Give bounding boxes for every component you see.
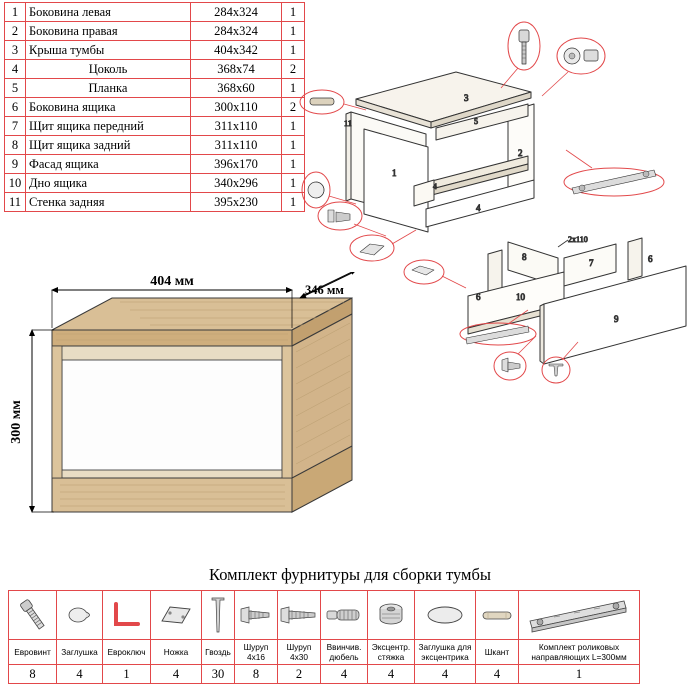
part-name: Боковина правая <box>26 22 191 41</box>
hardware-icon-cell <box>9 591 57 640</box>
part-size: 395х230 <box>191 193 282 212</box>
part-name: Стенка задняя <box>26 193 191 212</box>
parts-table-body <box>5 3 305 212</box>
hardware-icon-cell <box>476 591 519 640</box>
hardware-count: 2 <box>278 665 321 684</box>
part-qty: 1 <box>282 174 305 193</box>
hardware-label: Заглушка для эксцентрика <box>415 640 476 665</box>
drawer-slide-icon <box>519 592 639 638</box>
hardware-label: Шуруп 4х16 <box>235 640 278 665</box>
label-9: 9 <box>614 314 619 324</box>
screw-4x16-icon <box>235 592 277 638</box>
table-row <box>5 98 305 117</box>
part-number: 5 <box>5 79 26 98</box>
part-size: 340х296 <box>191 174 282 193</box>
label-2: 2 <box>518 148 523 158</box>
label-5: 5 <box>474 117 478 126</box>
hardware-label: Ножка <box>151 640 202 665</box>
part-name: Щит ящика передний <box>26 117 191 136</box>
hardware-label: Евроключ <box>103 640 151 665</box>
label-10: 10 <box>516 292 525 302</box>
width-label: 404 мм <box>150 274 194 289</box>
hardware-count: 4 <box>368 665 415 684</box>
callout-dowel-drawer <box>404 260 466 288</box>
part-name: Фасад ящика <box>26 155 191 174</box>
hardware-icon-cell <box>321 591 368 640</box>
part-qty: 1 <box>282 136 305 155</box>
part-number: 2 <box>5 22 26 41</box>
part-number: 11 <box>5 193 26 212</box>
part-name: Цоколь <box>26 60 191 79</box>
hardware-count: 4 <box>57 665 103 684</box>
cam-cap-icon <box>415 592 475 638</box>
hardware-counts-row <box>9 665 640 684</box>
label-4b: 4 <box>476 203 481 213</box>
part-qty: 1 <box>282 3 305 22</box>
part-number: 3 <box>5 41 26 60</box>
foot-icon <box>151 592 201 638</box>
drawer-dimension-note: 2х110 <box>568 235 588 244</box>
euro-screw-icon <box>9 592 56 638</box>
hardware-icon-cell <box>151 591 202 640</box>
part-size: 300х110 <box>191 98 282 117</box>
part-name: Боковина левая <box>26 3 191 22</box>
part-drawer-side-left <box>488 250 502 292</box>
height-dimension <box>32 330 54 512</box>
hardware-label: Комплект роликовых направляющих L=300мм <box>519 640 640 665</box>
hardware-icon-cell <box>368 591 415 640</box>
label-7: 7 <box>589 258 594 268</box>
hardware-label: Заглушка <box>57 640 103 665</box>
part-number: 10 <box>5 174 26 193</box>
hardware-label: Шуруп 4х30 <box>278 640 321 665</box>
hardware-count: 1 <box>103 665 151 684</box>
part-number: 9 <box>5 155 26 174</box>
table-row <box>5 41 305 60</box>
callout-drawer-slide <box>564 150 664 196</box>
part-name: Боковина ящика <box>26 98 191 117</box>
cabinet-3d-view <box>52 298 352 512</box>
parts-table <box>4 2 305 212</box>
dimensioned-product-drawing <box>0 272 380 552</box>
hardware-icon-cell <box>57 591 103 640</box>
table-row <box>5 174 305 193</box>
depth-label: 346 мм <box>305 283 344 297</box>
hardware-label: Эксцентр. стяжка <box>368 640 415 665</box>
part-size: 311х110 <box>191 136 282 155</box>
nail-icon <box>202 592 234 638</box>
part-size: 368х60 <box>191 79 282 98</box>
part-qty: 1 <box>282 193 305 212</box>
hardware-icon-cell <box>235 591 278 640</box>
label-4a: 4 <box>433 182 437 191</box>
hardware-count: 4 <box>321 665 368 684</box>
dowel-icon <box>321 592 367 638</box>
label-6a: 6 <box>476 292 481 302</box>
table-row <box>5 3 305 22</box>
part-size: 404х342 <box>191 41 282 60</box>
callout-screw-bottom <box>494 336 536 380</box>
part-number: 8 <box>5 136 26 155</box>
hardware-table <box>8 590 640 684</box>
hardware-icon-cell <box>415 591 476 640</box>
table-row <box>5 155 305 174</box>
part-left-side <box>364 129 428 232</box>
hardware-icon-cell <box>278 591 321 640</box>
part-name: Крыша тумбы <box>26 41 191 60</box>
cam-lock-icon <box>368 592 414 638</box>
part-qty: 1 <box>282 155 305 174</box>
part-qty: 1 <box>282 41 305 60</box>
part-qty: 2 <box>282 60 305 79</box>
hardware-count: 1 <box>519 665 640 684</box>
hardware-count: 8 <box>9 665 57 684</box>
part-size: 396х170 <box>191 155 282 174</box>
label-11: 11 <box>344 119 352 128</box>
table-row <box>5 136 305 155</box>
label-1: 1 <box>392 168 397 178</box>
hardware-count: 4 <box>151 665 202 684</box>
hardware-label: Гвоздь <box>202 640 235 665</box>
table-row <box>5 193 305 212</box>
part-name: Щит ящика задний <box>26 136 191 155</box>
hardware-label: Шкант <box>476 640 519 665</box>
part-qty: 2 <box>282 98 305 117</box>
part-qty: 1 <box>282 79 305 98</box>
table-row <box>5 60 305 79</box>
table-row <box>5 117 305 136</box>
hardware-icon-cell <box>103 591 151 640</box>
part-number: 6 <box>5 98 26 117</box>
hardware-labels-row <box>9 640 640 665</box>
part-number: 4 <box>5 60 26 79</box>
hardware-count: 30 <box>202 665 235 684</box>
part-size: 284х324 <box>191 22 282 41</box>
hardware-icons-row <box>9 591 640 640</box>
cap-icon <box>57 592 102 638</box>
part-qty: 1 <box>282 22 305 41</box>
table-row <box>5 79 305 98</box>
hardware-label: Ввинчив. дюбель <box>321 640 368 665</box>
allen-key-icon <box>103 592 150 638</box>
hardware-label: Евровинт <box>9 640 57 665</box>
label-8: 8 <box>522 252 527 262</box>
part-number: 7 <box>5 117 26 136</box>
hardware-icon-cell <box>202 591 235 640</box>
part-name: Дно ящика <box>26 174 191 193</box>
hardware-count: 4 <box>415 665 476 684</box>
hardware-section-title: Комплект фурнитуры для сборки тумбы <box>209 565 491 584</box>
callout-euro-screw-top <box>501 22 540 88</box>
label-6b: 6 <box>648 254 653 264</box>
height-label: 300 мм <box>9 400 24 444</box>
hardware-count: 4 <box>476 665 519 684</box>
part-qty: 1 <box>282 117 305 136</box>
table-row <box>5 22 305 41</box>
wooden-dowel-icon <box>476 592 518 638</box>
callout-cam-lock <box>542 38 605 96</box>
label-3: 3 <box>464 93 469 103</box>
screw-4x30-icon <box>278 592 320 638</box>
part-size: 368х74 <box>191 60 282 79</box>
part-size: 284х324 <box>191 3 282 22</box>
part-drawer-side-right <box>628 238 642 280</box>
hardware-icon-cell <box>519 591 640 640</box>
hardware-count: 8 <box>235 665 278 684</box>
part-name: Планка <box>26 79 191 98</box>
part-size: 311х110 <box>191 117 282 136</box>
part-number: 1 <box>5 3 26 22</box>
